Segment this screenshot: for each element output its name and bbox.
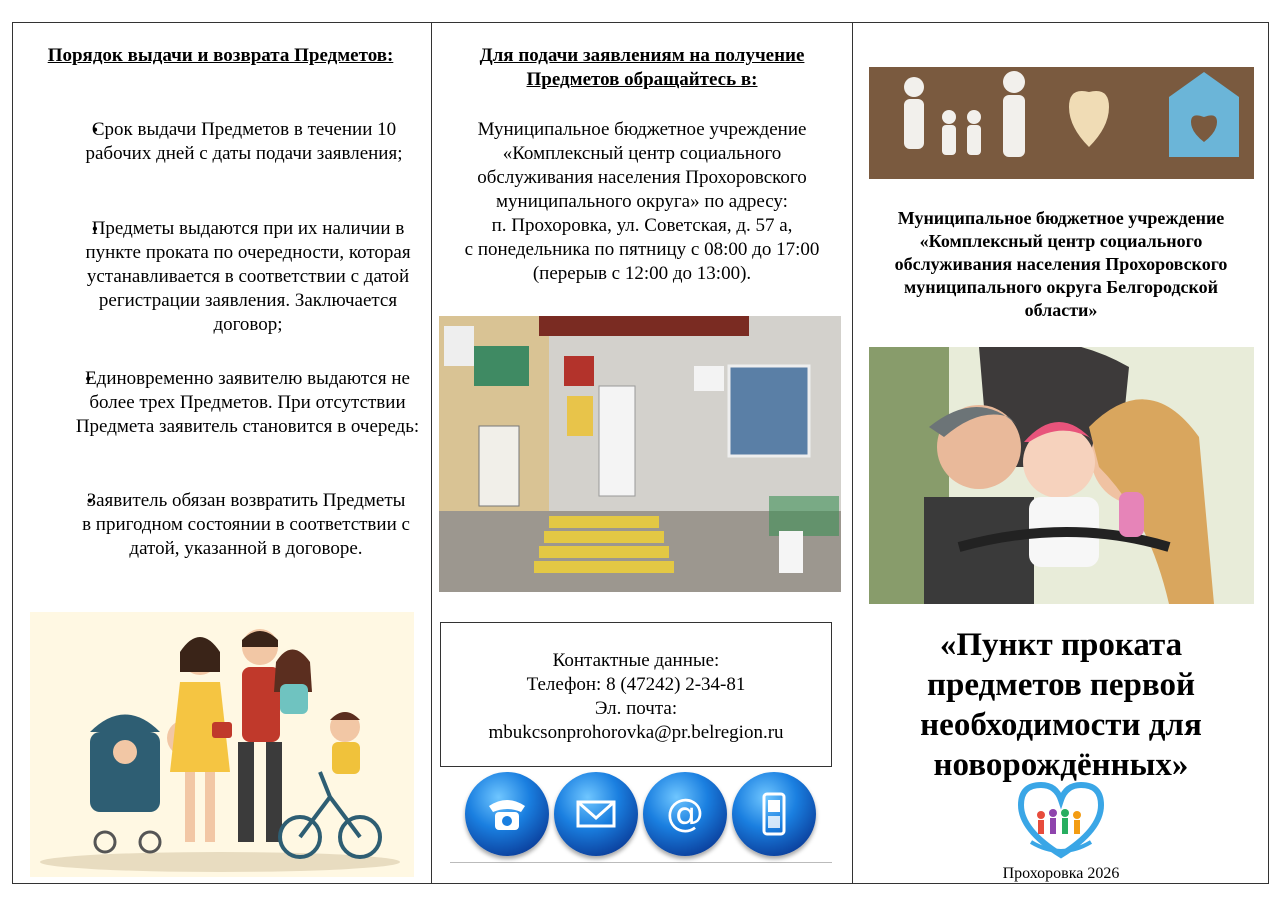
parents-baby-photo — [869, 347, 1254, 604]
organization-name — [853, 207, 1269, 322]
contacts-title: Контактные данные: — [552, 650, 720, 671]
title-line: предметов первой — [926, 667, 1196, 703]
org-line: муниципального округа Белгородской — [903, 277, 1219, 297]
list-item-text: Срок выдачи Предметов в течении 10 рабочих дней с даты подачи заявления; — [85, 119, 403, 164]
org-line: области» — [1024, 300, 1098, 320]
envelope-icon[interactable] — [554, 772, 638, 856]
footer-place-year: Прохоровка 2026 — [1002, 865, 1120, 882]
phone-icon[interactable] — [465, 772, 549, 856]
title-line: необходимости для — [920, 707, 1202, 743]
list-item-text: Предметы выдаются при их наличии в пункте проката по очередности, которая устанавливается в соответствии с датой регистрации заявления. Заключается договор; — [85, 218, 411, 335]
contact-icons-row — [450, 767, 832, 863]
apply-heading: Для подачи заявлениям на получение Предметов обращайтесь в: — [479, 45, 805, 90]
mobile-icon[interactable] — [732, 772, 816, 856]
address-line: Муниципальное бюджетное учреждение — [477, 119, 807, 140]
address-line: обслуживания населения Прохоровского — [477, 167, 807, 188]
list-item — [75, 367, 420, 439]
svg-text:@: @ — [666, 791, 704, 835]
address-block — [432, 118, 852, 286]
title-line: «Пункт проката — [939, 627, 1183, 663]
email-label: Эл. почта: — [594, 698, 678, 719]
list-item-text: Единовременно заявителю выдаются не более трех Предметов. При отсутствии Предмета заявитель становится в очередь: — [75, 368, 420, 437]
right-column — [853, 22, 1269, 884]
email-address[interactable]: mbukcsonprohorovka@pr.belregion.ru — [488, 722, 784, 743]
heart-family-logo — [1011, 780, 1111, 864]
at-icon[interactable] — [643, 772, 727, 856]
building-photo — [439, 316, 841, 592]
address-line: «Комплексный центр социального — [502, 143, 782, 164]
address-line: п. Прохоровка, ул. Советская, д. 57 а, — [491, 215, 793, 236]
list-item-text: Заявитель обязан возвратить Предметы в пригодном состоянии в соответствии с датой, указанной в договоре. — [82, 490, 410, 559]
family-illustration — [30, 612, 414, 877]
list-item — [81, 489, 411, 561]
phone-number[interactable]: Телефон: 8 (47242) 2-34-81 — [526, 674, 746, 695]
list-item — [68, 118, 420, 166]
issue-return-heading: Порядок выдачи и возврата Предметов: — [47, 45, 394, 66]
org-line: «Комплексный центр социального — [919, 231, 1203, 251]
address-line: муниципального округа» по адресу: — [496, 191, 788, 212]
middle-column — [432, 22, 852, 884]
family-figures-photo — [869, 67, 1254, 179]
title-line: новорождённых» — [933, 747, 1189, 783]
contacts-box — [440, 622, 832, 767]
main-title — [853, 625, 1269, 785]
left-column — [13, 22, 431, 884]
address-line: (перерыв с 12:00 до 13:00). — [532, 263, 752, 284]
list-item — [83, 217, 413, 337]
org-line: обслуживания населения Прохоровского — [894, 254, 1228, 274]
address-line: с понедельника по пятницу с 08:00 до 17:00 — [464, 239, 820, 260]
org-line: Муниципальное бюджетное учреждение — [897, 208, 1225, 228]
